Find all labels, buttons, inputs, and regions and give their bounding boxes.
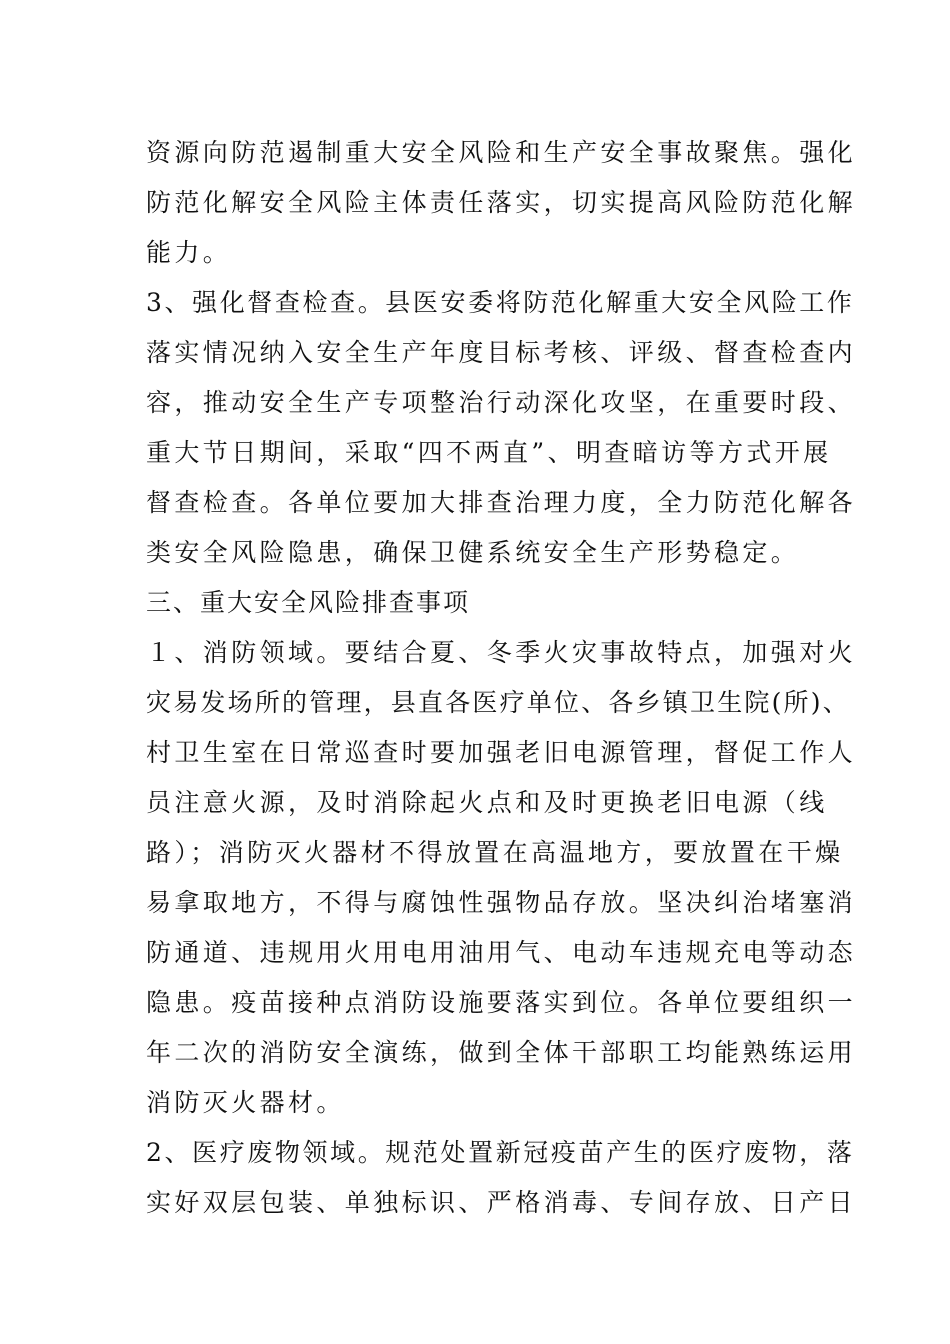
paragraph-line: 路）；消防灭火器材不得放置在高温地方，要放置在干燥	[146, 838, 844, 867]
section-heading: 三、重大安全风险排查事项	[146, 588, 471, 617]
paragraph-line: 容，推动安全生产专项整治行动深化攻坚，在重要时段、	[146, 388, 857, 417]
paragraph-line: 灾易发场所的管理，县直各医疗单位、各乡镇卫生院(所)、	[146, 688, 850, 717]
paragraph-line: 督查检查。各单位要加大排查治理力度，全力防范化解各	[146, 488, 857, 517]
paragraph-line: 3、强化督查检查。县医安委将防范化解重大安全风险工作	[146, 288, 855, 317]
paragraph-line: 重大节日期间，采取“四不两直”、明查暗访等方式开展	[146, 438, 832, 467]
paragraph-line: 隐患。疫苗接种点消防设施要落实到位。各单位要组织一	[146, 988, 857, 1017]
paragraph-line: 村卫生室在日常巡查时要加强老旧电源管理，督促工作人	[146, 738, 857, 767]
paragraph-line: 易拿取地方，不得与腐蚀性强物品存放。坚决纠治堵塞消	[146, 888, 857, 917]
paragraph-line: 能力。	[146, 238, 232, 267]
paragraph-line: 资源向防范遏制重大安全风险和生产安全事故聚焦。强化	[146, 138, 857, 167]
paragraph-line: 防范化解安全风险主体责任落实，切实提高风险防范化解	[146, 188, 857, 217]
paragraph-line: 落实情况纳入安全生产年度目标考核、评级、督查检查内	[146, 338, 857, 367]
paragraph-line: １、消防领域。要结合夏、冬季火灾事故特点，加强对火	[146, 638, 857, 667]
paragraph-line: 防通道、违规用火用电用油用气、电动车违规充电等动态	[146, 938, 857, 967]
paragraph-line: 类安全风险隐患，确保卫健系统安全生产形势稳定。	[146, 538, 800, 567]
paragraph-line: 年二次的消防安全演练，做到全体干部职工均能熟练运用	[146, 1038, 857, 1067]
paragraph-line: 员注意火源，及时消除起火点和及时更换老旧电源（线	[146, 788, 828, 817]
paragraph-line: 消防灭火器材。	[146, 1088, 345, 1117]
paragraph-line: 实好双层包装、单独标识、严格消毒、专间存放、日产日	[146, 1188, 857, 1217]
document-page	[146, 128, 857, 1228]
paragraph-line: 2、医疗废物领域。规范处置新冠疫苗产生的医疗废物，落	[146, 1138, 855, 1167]
